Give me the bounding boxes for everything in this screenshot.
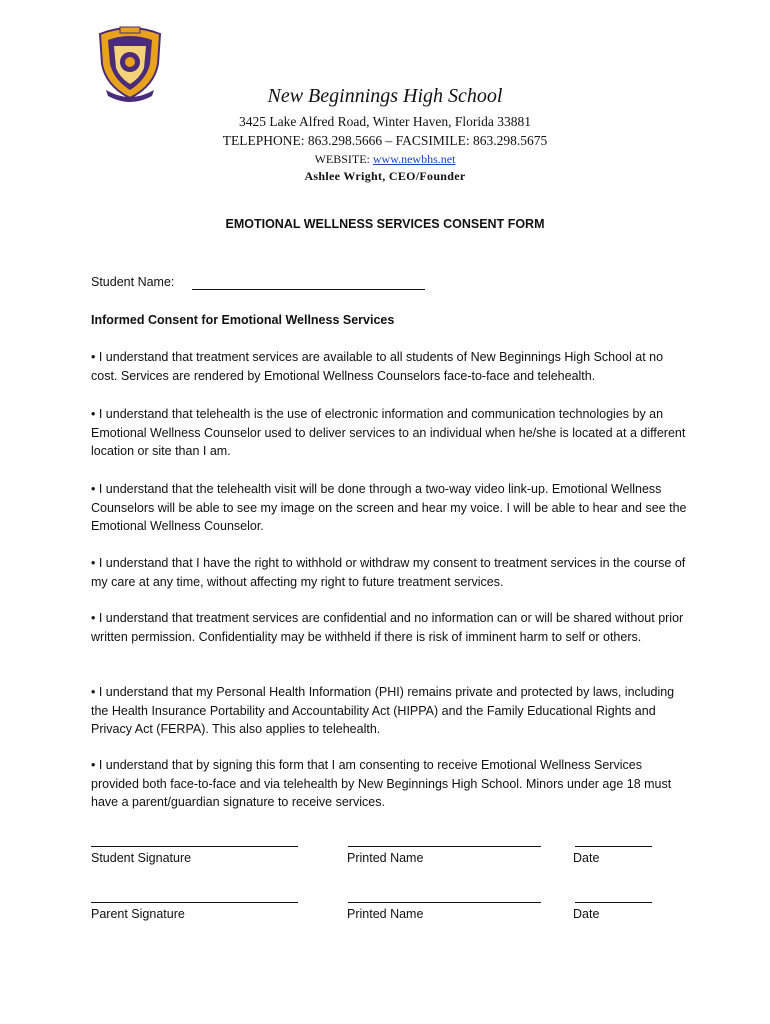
website-link[interactable]: www.newbhs.net	[372, 152, 456, 166]
student-name-field[interactable]	[192, 276, 425, 290]
student-signature-line[interactable]	[91, 846, 298, 847]
consent-statement: • I understand that my Personal Health Information (PHI) remains private and protected by laws, including the Health Insurance Portability and Accountability Act (HIPPA) and the Family Educational Rights and Privacy Act (FERPA). This also applies to telehealth.	[91, 685, 675, 736]
parent-signature-line[interactable]	[91, 902, 298, 903]
student-date-line[interactable]	[575, 846, 652, 847]
student-printed-name-line[interactable]	[348, 846, 541, 847]
school-name: New Beginnings High School	[267, 85, 503, 107]
consent-statement: • I understand that I have the right to withhold or withdraw my consent to treatment services in the course of my care at any time, without affecting my right to future treatment services.	[91, 556, 686, 589]
date-label: Date	[573, 907, 600, 921]
printed-name-label: Printed Name	[347, 907, 424, 921]
school-phone-fax: TELEPHONE: 863.298.5666 – FACSIMILE: 863.298.5675	[222, 133, 548, 148]
school-website	[0, 150, 770, 168]
parent-printed-name-line[interactable]	[348, 902, 541, 903]
parent-signature-label: Parent Signature	[91, 907, 185, 921]
form-title: EMOTIONAL WELLNESS SERVICES CONSENT FORM	[225, 217, 545, 231]
consent-statement: • I understand that treatment services are confidential and no information can or will be shared without prior written permission. Confidentiality may be withheld if there is risk of imminent harm to self or others.	[91, 611, 684, 644]
date-label: Date	[573, 851, 600, 865]
section-heading: Informed Consent for Emotional Wellness Services	[91, 313, 395, 327]
parent-date-line[interactable]	[575, 902, 652, 903]
school-address: 3425 Lake Alfred Road, Winter Haven, Florida 33881	[238, 114, 532, 129]
website-label: WEBSITE:	[314, 152, 373, 166]
student-signature-label: Student Signature	[91, 851, 192, 865]
consent-statement: • I understand that treatment services are available to all students of New Beginnings High School at no cost. Services are rendered by Emotional Wellness Counselors face-to-face and telehealth.	[91, 350, 664, 383]
printed-name-label: Printed Name	[347, 851, 424, 865]
school-letterhead	[0, 84, 770, 184]
founder-line: Ashlee Wright, CEO/Founder	[304, 169, 466, 183]
student-name-label: Student Name:	[91, 275, 175, 289]
consent-statement: • I understand that by signing this form that I am consenting to receive Emotional Wellness Services provided both face-to-face and via telehealth by New Beginnings High School. Minors under age 18 must have a parent/guardian signature to receive services.	[91, 758, 672, 809]
consent-statement: • I understand that telehealth is the use of electronic information and communication technologies by an Emotional Wellness Counselor used to deliver services to an individual when he/she is located at a different location or site than I am.	[91, 407, 686, 458]
consent-statement: • I understand that the telehealth visit will be done through a two-way video link-up. Emotional Wellness Counselors will be able to see my image on the screen and hear my voice. I will be able to hear and see the Emotional Wellness Counselor.	[91, 482, 687, 533]
